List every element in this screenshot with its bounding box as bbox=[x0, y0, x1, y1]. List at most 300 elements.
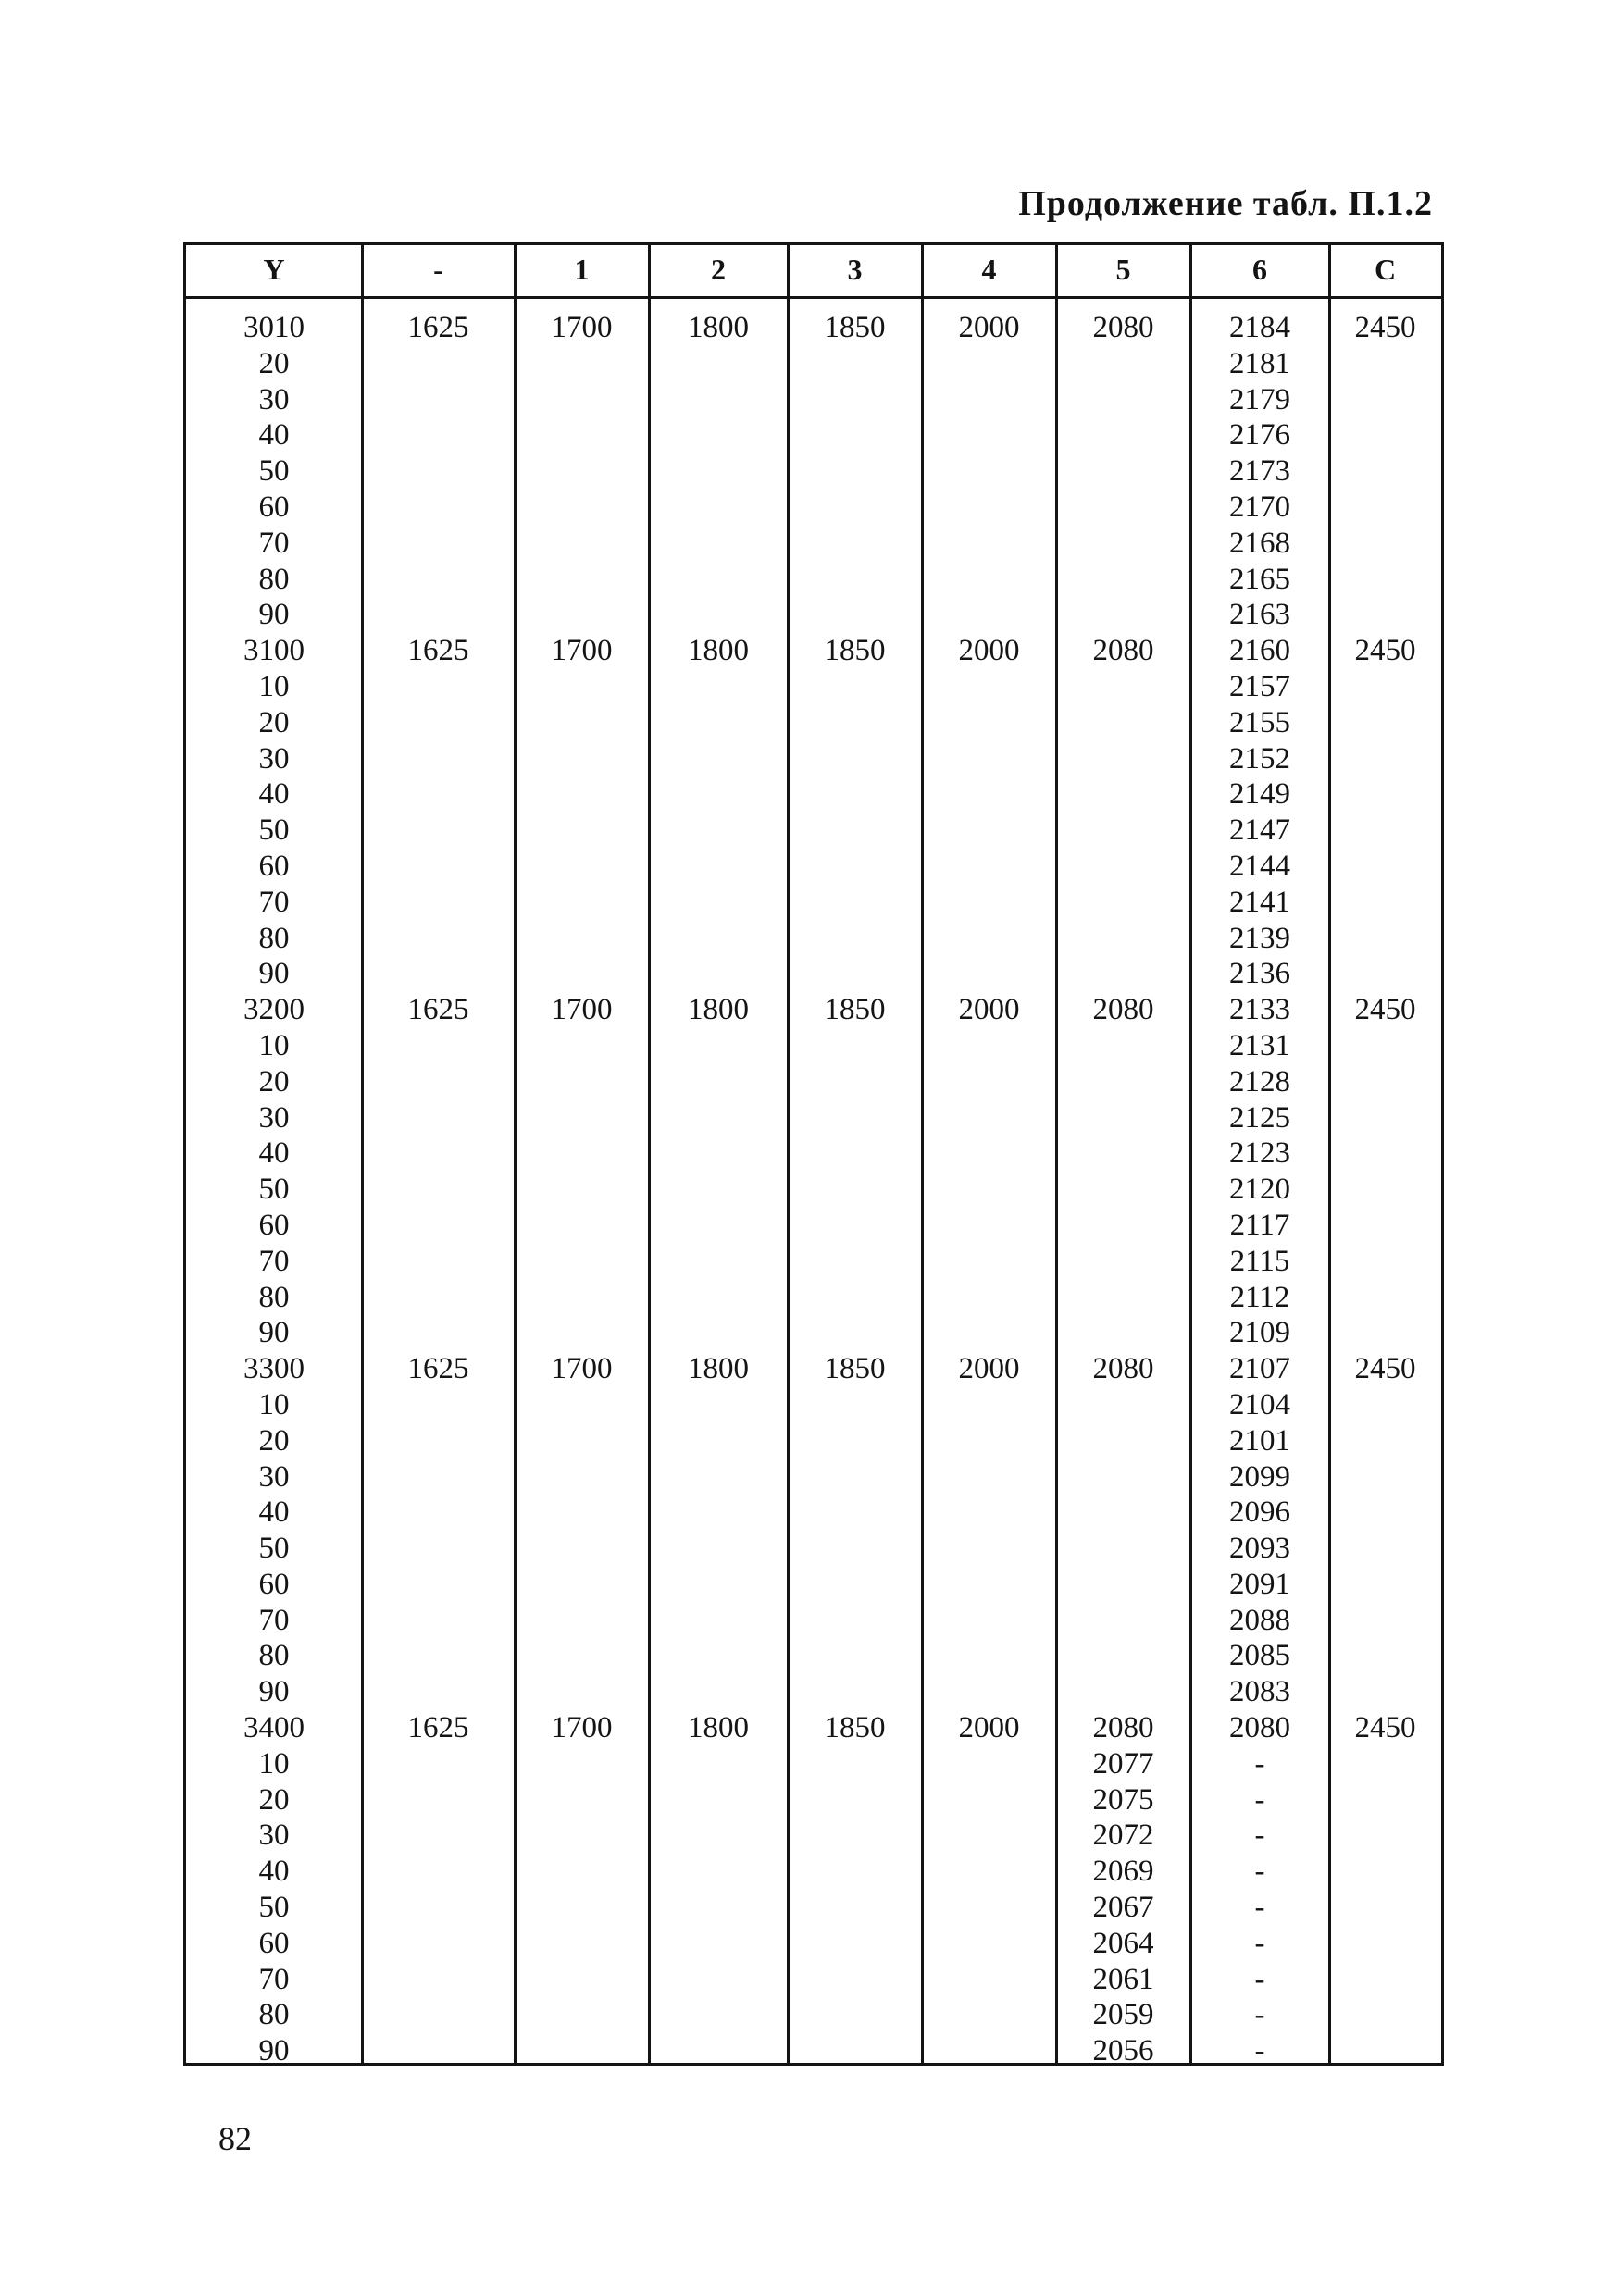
table-cell bbox=[649, 849, 788, 885]
table-cell: 80 bbox=[258, 1998, 290, 2032]
table-cell bbox=[788, 1531, 922, 1567]
table-cell bbox=[362, 813, 515, 849]
table-cell bbox=[649, 1100, 788, 1136]
table-cell bbox=[515, 1782, 649, 1818]
header-col-6: 6 bbox=[1252, 253, 1267, 286]
table-cell bbox=[1056, 1495, 1190, 1531]
table-cell bbox=[362, 2033, 515, 2069]
table-cell bbox=[649, 417, 788, 453]
table-cell bbox=[1056, 453, 1190, 490]
table-cell bbox=[788, 956, 922, 992]
table-cell bbox=[922, 885, 1056, 921]
table-cell bbox=[922, 1531, 1056, 1567]
table-cell: 50 bbox=[258, 1891, 290, 1925]
table-cell: - bbox=[1254, 1891, 1265, 1925]
table-cell bbox=[362, 741, 515, 777]
table-cell: 2181 bbox=[1229, 346, 1290, 380]
table-cell bbox=[922, 776, 1056, 813]
table-cell bbox=[1056, 1028, 1190, 1064]
table-cell bbox=[649, 885, 788, 921]
col-1-values bbox=[515, 310, 649, 2069]
table-cell bbox=[1056, 1244, 1190, 1280]
table-cell bbox=[1329, 1782, 1441, 1818]
table-cell bbox=[1329, 849, 1441, 885]
table-cell bbox=[788, 1567, 922, 1603]
table-cell bbox=[788, 1280, 922, 1316]
col-5-values bbox=[1056, 310, 1190, 2069]
table-cell bbox=[649, 1459, 788, 1496]
table-cell: 1800 bbox=[688, 311, 749, 344]
table-cell bbox=[1329, 813, 1441, 849]
table-cell bbox=[1329, 382, 1441, 418]
table-cell: 2109 bbox=[1229, 1316, 1290, 1350]
table-cell bbox=[649, 1603, 788, 1639]
table-cell bbox=[1056, 562, 1190, 598]
header-col-1: 1 bbox=[574, 253, 590, 286]
table-cell bbox=[649, 1208, 788, 1244]
table-cell bbox=[1329, 1603, 1441, 1639]
table-cell: 2450 bbox=[1354, 634, 1416, 668]
table-cell: 50 bbox=[258, 1173, 290, 1207]
table-cell bbox=[649, 1136, 788, 1172]
table-cell bbox=[649, 1962, 788, 1998]
table-cell: 70 bbox=[258, 526, 290, 560]
table-cell: 3010 bbox=[243, 311, 305, 344]
table-cell: 30 bbox=[258, 1459, 290, 1494]
table-cell: 2176 bbox=[1229, 418, 1290, 453]
table-cell: 2000 bbox=[958, 634, 1020, 668]
table-cell: 40 bbox=[258, 418, 290, 453]
table-cell bbox=[922, 741, 1056, 777]
table-cell bbox=[1056, 1064, 1190, 1100]
table-cell bbox=[922, 1208, 1056, 1244]
table-cell: 2117 bbox=[1229, 1208, 1290, 1242]
table-cell bbox=[515, 346, 649, 382]
table-cell bbox=[922, 1638, 1056, 1674]
table-cell: 50 bbox=[258, 813, 290, 848]
table-cell bbox=[362, 1208, 515, 1244]
table-cell bbox=[362, 705, 515, 741]
table-cell bbox=[922, 1495, 1056, 1531]
table-cell bbox=[1329, 1531, 1441, 1567]
table-cell bbox=[649, 597, 788, 633]
table-cell bbox=[1329, 776, 1441, 813]
table-cell: 30 bbox=[258, 1818, 290, 1853]
table-cell: - bbox=[1254, 1962, 1265, 1996]
table-cell: 2450 bbox=[1354, 1352, 1416, 1386]
table-cell bbox=[788, 1136, 922, 1172]
table-cell: 2163 bbox=[1229, 598, 1290, 632]
column-divider bbox=[1328, 245, 1331, 2063]
table-cell bbox=[922, 346, 1056, 382]
table-cell bbox=[515, 1890, 649, 1926]
table-cell bbox=[362, 453, 515, 490]
table-cell bbox=[515, 776, 649, 813]
table-cell: 2165 bbox=[1229, 562, 1290, 596]
table-cell bbox=[649, 813, 788, 849]
table-cell: 2104 bbox=[1229, 1387, 1290, 1421]
table-cell bbox=[649, 669, 788, 705]
table-cell bbox=[788, 453, 922, 490]
table-cell: - bbox=[1254, 1818, 1265, 1853]
table-cell bbox=[515, 921, 649, 957]
table-cell bbox=[515, 1423, 649, 1459]
table-cell bbox=[922, 1028, 1056, 1064]
table-cell bbox=[922, 490, 1056, 526]
table-cell bbox=[362, 1244, 515, 1280]
table-cell bbox=[788, 1172, 922, 1208]
table-cell bbox=[649, 956, 788, 992]
table-cell bbox=[362, 1100, 515, 1136]
column-divider bbox=[514, 245, 517, 2063]
table-cell bbox=[1329, 1854, 1441, 1890]
table-cell bbox=[515, 705, 649, 741]
table-cell bbox=[922, 705, 1056, 741]
table-cell bbox=[1329, 1746, 1441, 1782]
table-cell: 20 bbox=[258, 705, 290, 739]
table-cell: - bbox=[1254, 1926, 1265, 1960]
table-cell bbox=[922, 1064, 1056, 1100]
table-cell bbox=[362, 1028, 515, 1064]
table-cell: 60 bbox=[258, 490, 290, 524]
table-cell: 2141 bbox=[1229, 885, 1290, 919]
table-cell bbox=[649, 1638, 788, 1674]
table-cell bbox=[515, 1818, 649, 1854]
table-cell: 2080 bbox=[1229, 1711, 1290, 1745]
table-cell: 1800 bbox=[688, 1711, 749, 1745]
table-cell bbox=[1329, 956, 1441, 992]
table-cell bbox=[515, 417, 649, 453]
table-cell: 2157 bbox=[1229, 669, 1290, 703]
table-cell bbox=[362, 1280, 515, 1316]
table-cell: 2123 bbox=[1229, 1136, 1290, 1171]
table-cell bbox=[515, 741, 649, 777]
table-cell bbox=[649, 1567, 788, 1603]
table-cell bbox=[649, 1531, 788, 1567]
table-cell bbox=[515, 1926, 649, 1962]
table-cell: - bbox=[1254, 2034, 1265, 2068]
table-cell: 2149 bbox=[1229, 777, 1290, 812]
table-cell bbox=[922, 382, 1056, 418]
table-cell: 60 bbox=[258, 1567, 290, 1601]
table-cell: 80 bbox=[258, 921, 290, 955]
table-cell bbox=[362, 346, 515, 382]
column-divider bbox=[1189, 245, 1192, 2063]
table-cell: 2155 bbox=[1229, 705, 1290, 739]
table-cell: 50 bbox=[258, 454, 290, 489]
table-cell: 1700 bbox=[551, 634, 613, 668]
table-cell: 20 bbox=[258, 1423, 290, 1458]
table-cell bbox=[362, 1495, 515, 1531]
table-cell bbox=[1329, 669, 1441, 705]
table-cell: 2128 bbox=[1229, 1064, 1290, 1098]
table-cell bbox=[362, 1638, 515, 1674]
table-cell bbox=[922, 1172, 1056, 1208]
table-cell bbox=[1329, 885, 1441, 921]
table-cell: 10 bbox=[258, 1028, 290, 1062]
table-cell bbox=[649, 776, 788, 813]
table-cell bbox=[362, 1890, 515, 1926]
table-cell bbox=[1056, 1423, 1190, 1459]
header-col-3: 3 bbox=[847, 253, 863, 286]
table-cell bbox=[922, 1890, 1056, 1926]
table-cell: 2075 bbox=[1092, 1782, 1154, 1817]
table-cell bbox=[1329, 1136, 1441, 1172]
table-cell bbox=[515, 1854, 649, 1890]
table-cell bbox=[1329, 562, 1441, 598]
table-cell bbox=[922, 2033, 1056, 2069]
table-cell bbox=[922, 453, 1056, 490]
table-cell bbox=[922, 1746, 1056, 1782]
table-cell: 2088 bbox=[1229, 1603, 1290, 1637]
table-cell: 2056 bbox=[1092, 2034, 1154, 2068]
table-cell bbox=[788, 1315, 922, 1351]
table-cell bbox=[649, 921, 788, 957]
table-cell bbox=[649, 382, 788, 418]
table-cell: 2450 bbox=[1354, 311, 1416, 344]
table-cell bbox=[1329, 1244, 1441, 1280]
table-cell bbox=[515, 526, 649, 562]
table-cell bbox=[1329, 1028, 1441, 1064]
table-cell: 2072 bbox=[1092, 1818, 1154, 1853]
table-cell bbox=[649, 1315, 788, 1351]
table-cell bbox=[649, 1387, 788, 1423]
table-cell bbox=[515, 1746, 649, 1782]
table-cell bbox=[362, 1315, 515, 1351]
table-cell bbox=[788, 885, 922, 921]
table-cell: 2080 bbox=[1092, 634, 1154, 668]
table-cell bbox=[1329, 741, 1441, 777]
table-cell bbox=[788, 741, 922, 777]
table-cell bbox=[922, 417, 1056, 453]
table-cell: 1800 bbox=[688, 1352, 749, 1386]
table-cell: 70 bbox=[258, 1962, 290, 1996]
table-cell bbox=[788, 1638, 922, 1674]
table-cell bbox=[922, 813, 1056, 849]
table-cell bbox=[1056, 956, 1190, 992]
table-cell: 70 bbox=[258, 1244, 290, 1278]
table-cell: 70 bbox=[258, 885, 290, 919]
table-cell bbox=[788, 1746, 922, 1782]
table-cell: 2059 bbox=[1092, 1998, 1154, 2032]
table-cell bbox=[1056, 1100, 1190, 1136]
table-cell bbox=[515, 1638, 649, 1674]
table-cell: 2064 bbox=[1092, 1926, 1154, 1960]
table-cell: 2133 bbox=[1229, 993, 1290, 1027]
table-cell bbox=[922, 1315, 1056, 1351]
table-cell bbox=[1056, 490, 1190, 526]
table-cell bbox=[649, 1172, 788, 1208]
table-cell: 2080 bbox=[1092, 1352, 1154, 1386]
table-cell: 1625 bbox=[407, 1711, 469, 1745]
table-cell bbox=[362, 1531, 515, 1567]
table-cell bbox=[788, 490, 922, 526]
table-cell: 2170 bbox=[1229, 490, 1290, 524]
table-cell: 1700 bbox=[551, 1711, 613, 1745]
table-cell: 2101 bbox=[1229, 1423, 1290, 1458]
table-cell: 60 bbox=[258, 1926, 290, 1960]
table-cell bbox=[515, 453, 649, 490]
table-cell: 1800 bbox=[688, 993, 749, 1027]
table-cell bbox=[1329, 1638, 1441, 1674]
table-cell: 2152 bbox=[1229, 741, 1290, 776]
table-cell bbox=[1329, 1208, 1441, 1244]
table-cell: 1700 bbox=[551, 993, 613, 1027]
table-cell bbox=[515, 1674, 649, 1710]
table-cell bbox=[515, 1028, 649, 1064]
table-cell bbox=[515, 813, 649, 849]
header-col-c: C bbox=[1374, 253, 1397, 286]
table-cell bbox=[515, 382, 649, 418]
table-cell bbox=[362, 921, 515, 957]
table-cell bbox=[1056, 1208, 1190, 1244]
table-cell bbox=[922, 956, 1056, 992]
table-cell bbox=[922, 849, 1056, 885]
table-cell bbox=[515, 1064, 649, 1100]
table-cell bbox=[1056, 1136, 1190, 1172]
table-cell: 1800 bbox=[688, 634, 749, 668]
table-cell: 80 bbox=[258, 562, 290, 596]
table-cell: 60 bbox=[258, 1208, 290, 1242]
table-cell bbox=[1056, 1315, 1190, 1351]
table-cell bbox=[362, 1674, 515, 1710]
col-4-values bbox=[922, 310, 1056, 2069]
table-cell bbox=[1329, 1962, 1441, 1998]
table-cell bbox=[788, 1387, 922, 1423]
table-cell bbox=[1329, 2033, 1441, 2069]
table-cell: 1850 bbox=[824, 311, 886, 344]
table-cell bbox=[922, 597, 1056, 633]
table-cell bbox=[788, 1459, 922, 1496]
table-cell bbox=[362, 382, 515, 418]
table-cell bbox=[649, 1926, 788, 1962]
col-y-values bbox=[186, 310, 362, 2069]
table-cell bbox=[922, 1387, 1056, 1423]
table-cell: 2184 bbox=[1229, 311, 1290, 344]
table-cell bbox=[788, 597, 922, 633]
table-cell bbox=[515, 1962, 649, 1998]
table-cell bbox=[515, 956, 649, 992]
table-cell bbox=[515, 1136, 649, 1172]
data-table bbox=[183, 242, 1444, 2066]
table-cell bbox=[362, 1997, 515, 2033]
table-cell bbox=[922, 1818, 1056, 1854]
table-cell: 1850 bbox=[824, 993, 886, 1027]
table-cell: 2000 bbox=[958, 311, 1020, 344]
table-cell: 1700 bbox=[551, 311, 613, 344]
table-cell bbox=[1329, 921, 1441, 957]
table-cell bbox=[1056, 1567, 1190, 1603]
table-cell bbox=[362, 597, 515, 633]
table-cell: 2160 bbox=[1229, 634, 1290, 668]
table-cell bbox=[362, 849, 515, 885]
column-divider bbox=[648, 245, 651, 2063]
table-cell bbox=[788, 562, 922, 598]
table-cell bbox=[649, 1064, 788, 1100]
table-cell: 1850 bbox=[824, 1711, 886, 1745]
table-cell bbox=[922, 1280, 1056, 1316]
header-col-y: Y bbox=[263, 253, 285, 286]
table-cell: 2093 bbox=[1229, 1532, 1290, 1566]
table-cell bbox=[788, 849, 922, 885]
table-cell bbox=[649, 1028, 788, 1064]
table-cell bbox=[515, 669, 649, 705]
table-cell bbox=[649, 2033, 788, 2069]
table-cell bbox=[362, 417, 515, 453]
table-cell: 10 bbox=[258, 669, 290, 703]
table-cell: 1625 bbox=[407, 634, 469, 668]
table-cell bbox=[1329, 1567, 1441, 1603]
table-cell: 1625 bbox=[407, 311, 469, 344]
table-cell bbox=[515, 1531, 649, 1567]
table-cell bbox=[515, 597, 649, 633]
table-cell: 10 bbox=[258, 1746, 290, 1781]
table-cell: 3400 bbox=[243, 1711, 305, 1745]
table-cell bbox=[788, 1854, 922, 1890]
table-cell bbox=[1056, 597, 1190, 633]
col-c-values bbox=[1329, 310, 1441, 2069]
table-cell bbox=[1329, 490, 1441, 526]
table-cell: 2147 bbox=[1229, 813, 1290, 848]
table-cell: - bbox=[1254, 1746, 1265, 1781]
table-cell bbox=[515, 1208, 649, 1244]
table-cell bbox=[1329, 1280, 1441, 1316]
col-2-values bbox=[649, 310, 788, 2069]
table-cell: 2067 bbox=[1092, 1891, 1154, 1925]
table-cell: 2450 bbox=[1354, 993, 1416, 1027]
table-cell bbox=[922, 562, 1056, 598]
table-cell bbox=[1056, 921, 1190, 957]
header-col-dash: - bbox=[433, 253, 443, 286]
table-cell bbox=[362, 885, 515, 921]
table-cell bbox=[922, 1567, 1056, 1603]
table-cell bbox=[788, 1926, 922, 1962]
table-cell bbox=[362, 1387, 515, 1423]
table-cell bbox=[1329, 1818, 1441, 1854]
table-cell: 20 bbox=[258, 346, 290, 380]
table-cell bbox=[788, 382, 922, 418]
table-cell bbox=[922, 1997, 1056, 2033]
table-cell bbox=[922, 1136, 1056, 1172]
table-cell: 40 bbox=[258, 1855, 290, 1889]
table-cell bbox=[362, 1818, 515, 1854]
table-cell bbox=[1056, 776, 1190, 813]
table-cell bbox=[1329, 1890, 1441, 1926]
table-cell bbox=[1056, 1603, 1190, 1639]
column-divider bbox=[787, 245, 790, 2063]
table-cell: 2091 bbox=[1229, 1567, 1290, 1601]
table-cell bbox=[362, 1962, 515, 1998]
table-cell bbox=[649, 1818, 788, 1854]
table-cell: 3100 bbox=[243, 634, 305, 668]
table-cell bbox=[362, 1459, 515, 1496]
table-cell bbox=[1329, 1100, 1441, 1136]
table-cell bbox=[1056, 885, 1190, 921]
table-cell bbox=[515, 1603, 649, 1639]
table-cell: 90 bbox=[258, 957, 290, 991]
table-cell bbox=[1056, 1280, 1190, 1316]
table-cell bbox=[922, 1459, 1056, 1496]
table-cell bbox=[515, 1495, 649, 1531]
table-cell bbox=[362, 562, 515, 598]
table-cell bbox=[1056, 526, 1190, 562]
table-cell: 1700 bbox=[551, 1352, 613, 1386]
table-cell bbox=[1329, 1172, 1441, 1208]
table-cell bbox=[788, 1962, 922, 1998]
table-cell: 2120 bbox=[1229, 1173, 1290, 1207]
table-cell bbox=[1329, 597, 1441, 633]
table-cell bbox=[922, 921, 1056, 957]
